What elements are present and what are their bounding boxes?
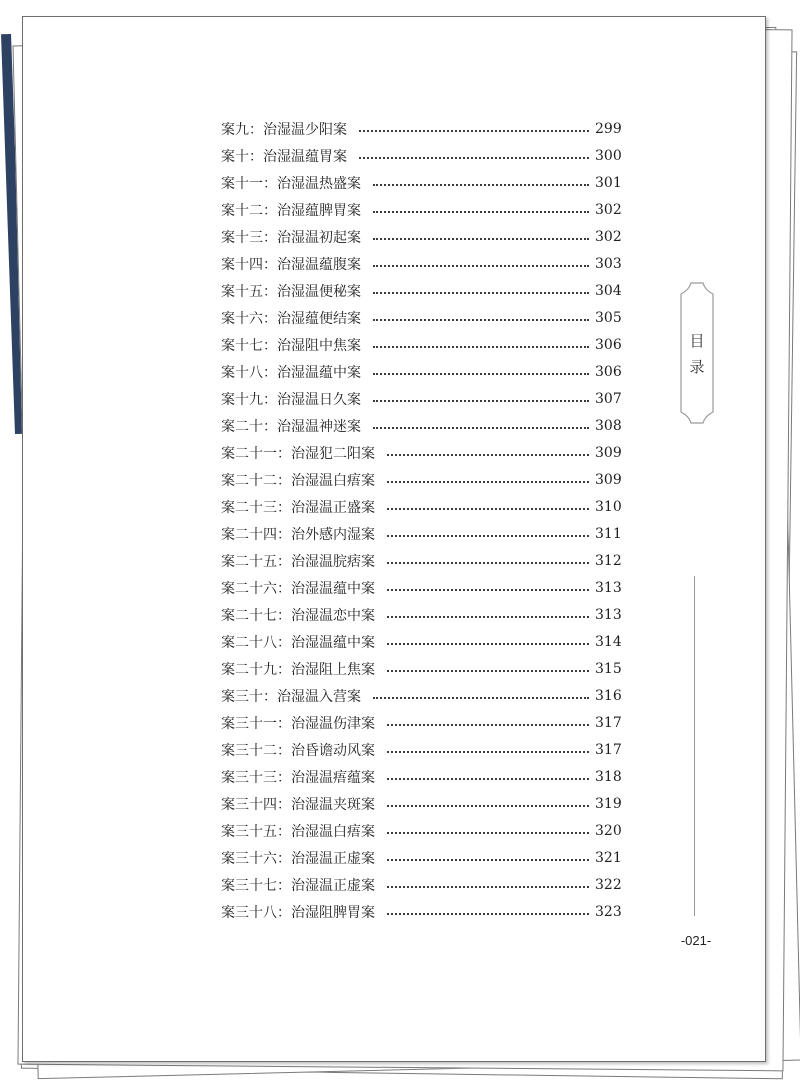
toc-leader-dots xyxy=(373,697,589,699)
section-tab-label xyxy=(679,328,715,380)
toc-entry xyxy=(221,142,621,169)
toc-entry xyxy=(221,520,621,547)
toc-entry-title: 案十三：治湿温初起案 xyxy=(221,229,361,246)
margin-rule xyxy=(694,576,695,916)
toc-entry xyxy=(221,844,621,871)
toc-entry xyxy=(221,763,621,790)
toc-entry xyxy=(221,331,621,358)
toc-entry xyxy=(221,898,621,925)
toc-entry-page: 301 xyxy=(595,174,622,191)
toc-entry-title: 案十四：治湿温蕴腹案 xyxy=(221,256,361,273)
toc-leader-dots xyxy=(387,508,589,510)
toc-leader-dots xyxy=(387,535,589,537)
toc-entry-title: 案十八：治湿温蕴中案 xyxy=(221,364,361,381)
toc-entry xyxy=(221,304,621,331)
toc-entry-page: 316 xyxy=(595,687,622,704)
toc-leader-dots xyxy=(387,778,589,780)
toc-entry xyxy=(221,412,621,439)
toc-entry xyxy=(221,628,621,655)
toc-entry-title: 案三十八：治湿阻脾胃案 xyxy=(221,904,375,921)
toc-leader-dots xyxy=(387,724,589,726)
toc-entry xyxy=(221,709,621,736)
toc-leader-dots xyxy=(359,157,589,159)
toc-entry xyxy=(221,601,621,628)
toc-leader-dots xyxy=(373,400,589,402)
toc-leader-dots xyxy=(373,292,589,294)
toc-entry-title: 案二十三：治湿温正盛案 xyxy=(221,499,375,516)
toc-entry-page: 303 xyxy=(595,255,622,272)
toc-entry xyxy=(221,277,621,304)
toc-leader-dots xyxy=(373,346,589,348)
toc-entry-page: 313 xyxy=(595,579,622,596)
toc-entry xyxy=(221,250,621,277)
toc-leader-dots xyxy=(373,265,589,267)
toc-leader-dots xyxy=(387,454,589,456)
toc-entry-page: 310 xyxy=(595,498,622,515)
toc-entry-title: 案九：治湿温少阳案 xyxy=(221,121,347,138)
toc-entry xyxy=(221,736,621,763)
toc-entry-title: 案二十九：治湿阻上焦案 xyxy=(221,661,375,678)
toc-entry-title: 案二十二：治湿温白痦案 xyxy=(221,472,375,489)
toc-leader-dots xyxy=(373,184,589,186)
toc-entry xyxy=(221,790,621,817)
page-number: -021- xyxy=(680,933,712,948)
toc-entry-title: 案三十七：治湿温正虚案 xyxy=(221,877,375,894)
toc-leader-dots xyxy=(373,319,589,321)
toc-entry-title: 案二十七：治湿温恋中案 xyxy=(221,607,375,624)
toc-entry-page: 309 xyxy=(595,444,622,461)
toc-entry-title: 案三十一：治湿温伤津案 xyxy=(221,715,375,732)
toc-entry-page: 318 xyxy=(595,768,622,785)
toc-entry-page: 304 xyxy=(595,282,622,299)
toc-entry xyxy=(221,682,621,709)
toc-entry-page: 319 xyxy=(595,795,622,812)
toc-entry xyxy=(221,115,621,142)
toc-leader-dots xyxy=(387,670,589,672)
toc-leader-dots xyxy=(387,481,589,483)
toc-leader-dots xyxy=(373,238,589,240)
toc-entry xyxy=(221,196,621,223)
toc-leader-dots xyxy=(387,589,589,591)
toc-entry xyxy=(221,466,621,493)
toc-entry xyxy=(221,871,621,898)
toc-entry-page: 307 xyxy=(595,390,622,407)
toc-entry-page: 311 xyxy=(595,525,622,542)
toc-entry-page: 306 xyxy=(595,336,622,353)
toc-entry-page: 317 xyxy=(595,714,622,731)
toc-entry-title: 案二十：治湿温神迷案 xyxy=(221,418,361,435)
toc-entry-page: 315 xyxy=(595,660,622,677)
toc-entry-title: 案十五：治湿温便秘案 xyxy=(221,283,361,300)
toc-entry-page: 302 xyxy=(595,201,622,218)
toc-leader-dots xyxy=(387,562,589,564)
toc-leader-dots xyxy=(387,751,589,753)
toc-entry-page: 314 xyxy=(595,633,622,650)
toc-entry xyxy=(221,358,621,385)
toc-entry-page: 308 xyxy=(595,417,622,434)
toc-entry-title: 案二十六：治湿温蕴中案 xyxy=(221,580,375,597)
toc-entry-page: 320 xyxy=(595,822,622,839)
toc-entry-title: 案三十六：治湿温正虚案 xyxy=(221,850,375,867)
toc-entry xyxy=(221,385,621,412)
toc-entry xyxy=(221,574,621,601)
toc-entry-title: 案十二：治湿蕴脾胃案 xyxy=(221,202,361,219)
toc-entry-page: 302 xyxy=(595,228,622,245)
toc-leader-dots xyxy=(387,832,589,834)
toc-entry-title: 案三十四：治湿温夹斑案 xyxy=(221,796,375,813)
toc-entry-page: 305 xyxy=(595,309,622,326)
toc-entry-title: 案十七：治湿阻中焦案 xyxy=(221,337,361,354)
toc-entry-title: 案二十八：治湿温蕴中案 xyxy=(221,634,375,651)
toc-entry-page: 317 xyxy=(595,741,622,758)
toc-entry-title: 案三十二：治昏谵动风案 xyxy=(221,742,375,759)
toc-entry xyxy=(221,439,621,466)
toc-leader-dots xyxy=(387,859,589,861)
table-of-contents xyxy=(221,115,621,925)
toc-leader-dots xyxy=(387,805,589,807)
section-tab-char: 目 xyxy=(689,332,705,350)
section-tab xyxy=(679,282,715,424)
toc-leader-dots xyxy=(359,130,589,132)
toc-leader-dots xyxy=(387,886,589,888)
toc-entry-page: 299 xyxy=(595,120,622,137)
toc-leader-dots xyxy=(387,913,589,915)
toc-entry-page: 321 xyxy=(595,849,622,866)
toc-entry-title: 案三十三：治湿温痦蕴案 xyxy=(221,769,375,786)
toc-entry-title: 案二十四：治外感内湿案 xyxy=(221,526,375,543)
toc-entry-title: 案十六：治湿蕴便结案 xyxy=(221,310,361,327)
toc-entry xyxy=(221,547,621,574)
toc-entry-title: 案三十：治湿温入营案 xyxy=(221,688,361,705)
toc-entry-title: 案十：治湿温蕴胃案 xyxy=(221,148,347,165)
toc-entry-page: 323 xyxy=(595,903,622,920)
toc-leader-dots xyxy=(373,211,589,213)
toc-leader-dots xyxy=(387,616,589,618)
toc-entry-page: 300 xyxy=(595,147,622,164)
toc-entry-page: 306 xyxy=(595,363,622,380)
toc-entry-title: 案二十一：治湿犯二阳案 xyxy=(221,445,375,462)
toc-entry xyxy=(221,223,621,250)
toc-entry-title: 案三十五：治湿温白痦案 xyxy=(221,823,375,840)
toc-entry-title: 案十九：治湿温日久案 xyxy=(221,391,361,408)
toc-entry-page: 312 xyxy=(595,552,622,569)
toc-entry-title: 案十一：治湿温热盛案 xyxy=(221,175,361,192)
toc-entry xyxy=(221,169,621,196)
toc-leader-dots xyxy=(373,373,589,375)
toc-leader-dots xyxy=(373,427,589,429)
toc-entry-title: 案二十五：治湿温脘痞案 xyxy=(221,553,375,570)
toc-entry xyxy=(221,817,621,844)
toc-entry xyxy=(221,655,621,682)
toc-entry-page: 322 xyxy=(595,876,622,893)
toc-entry xyxy=(221,493,621,520)
toc-entry-page: 309 xyxy=(595,471,622,488)
toc-entry-page: 313 xyxy=(595,606,622,623)
toc-leader-dots xyxy=(387,643,589,645)
section-tab-char: 录 xyxy=(689,358,705,376)
